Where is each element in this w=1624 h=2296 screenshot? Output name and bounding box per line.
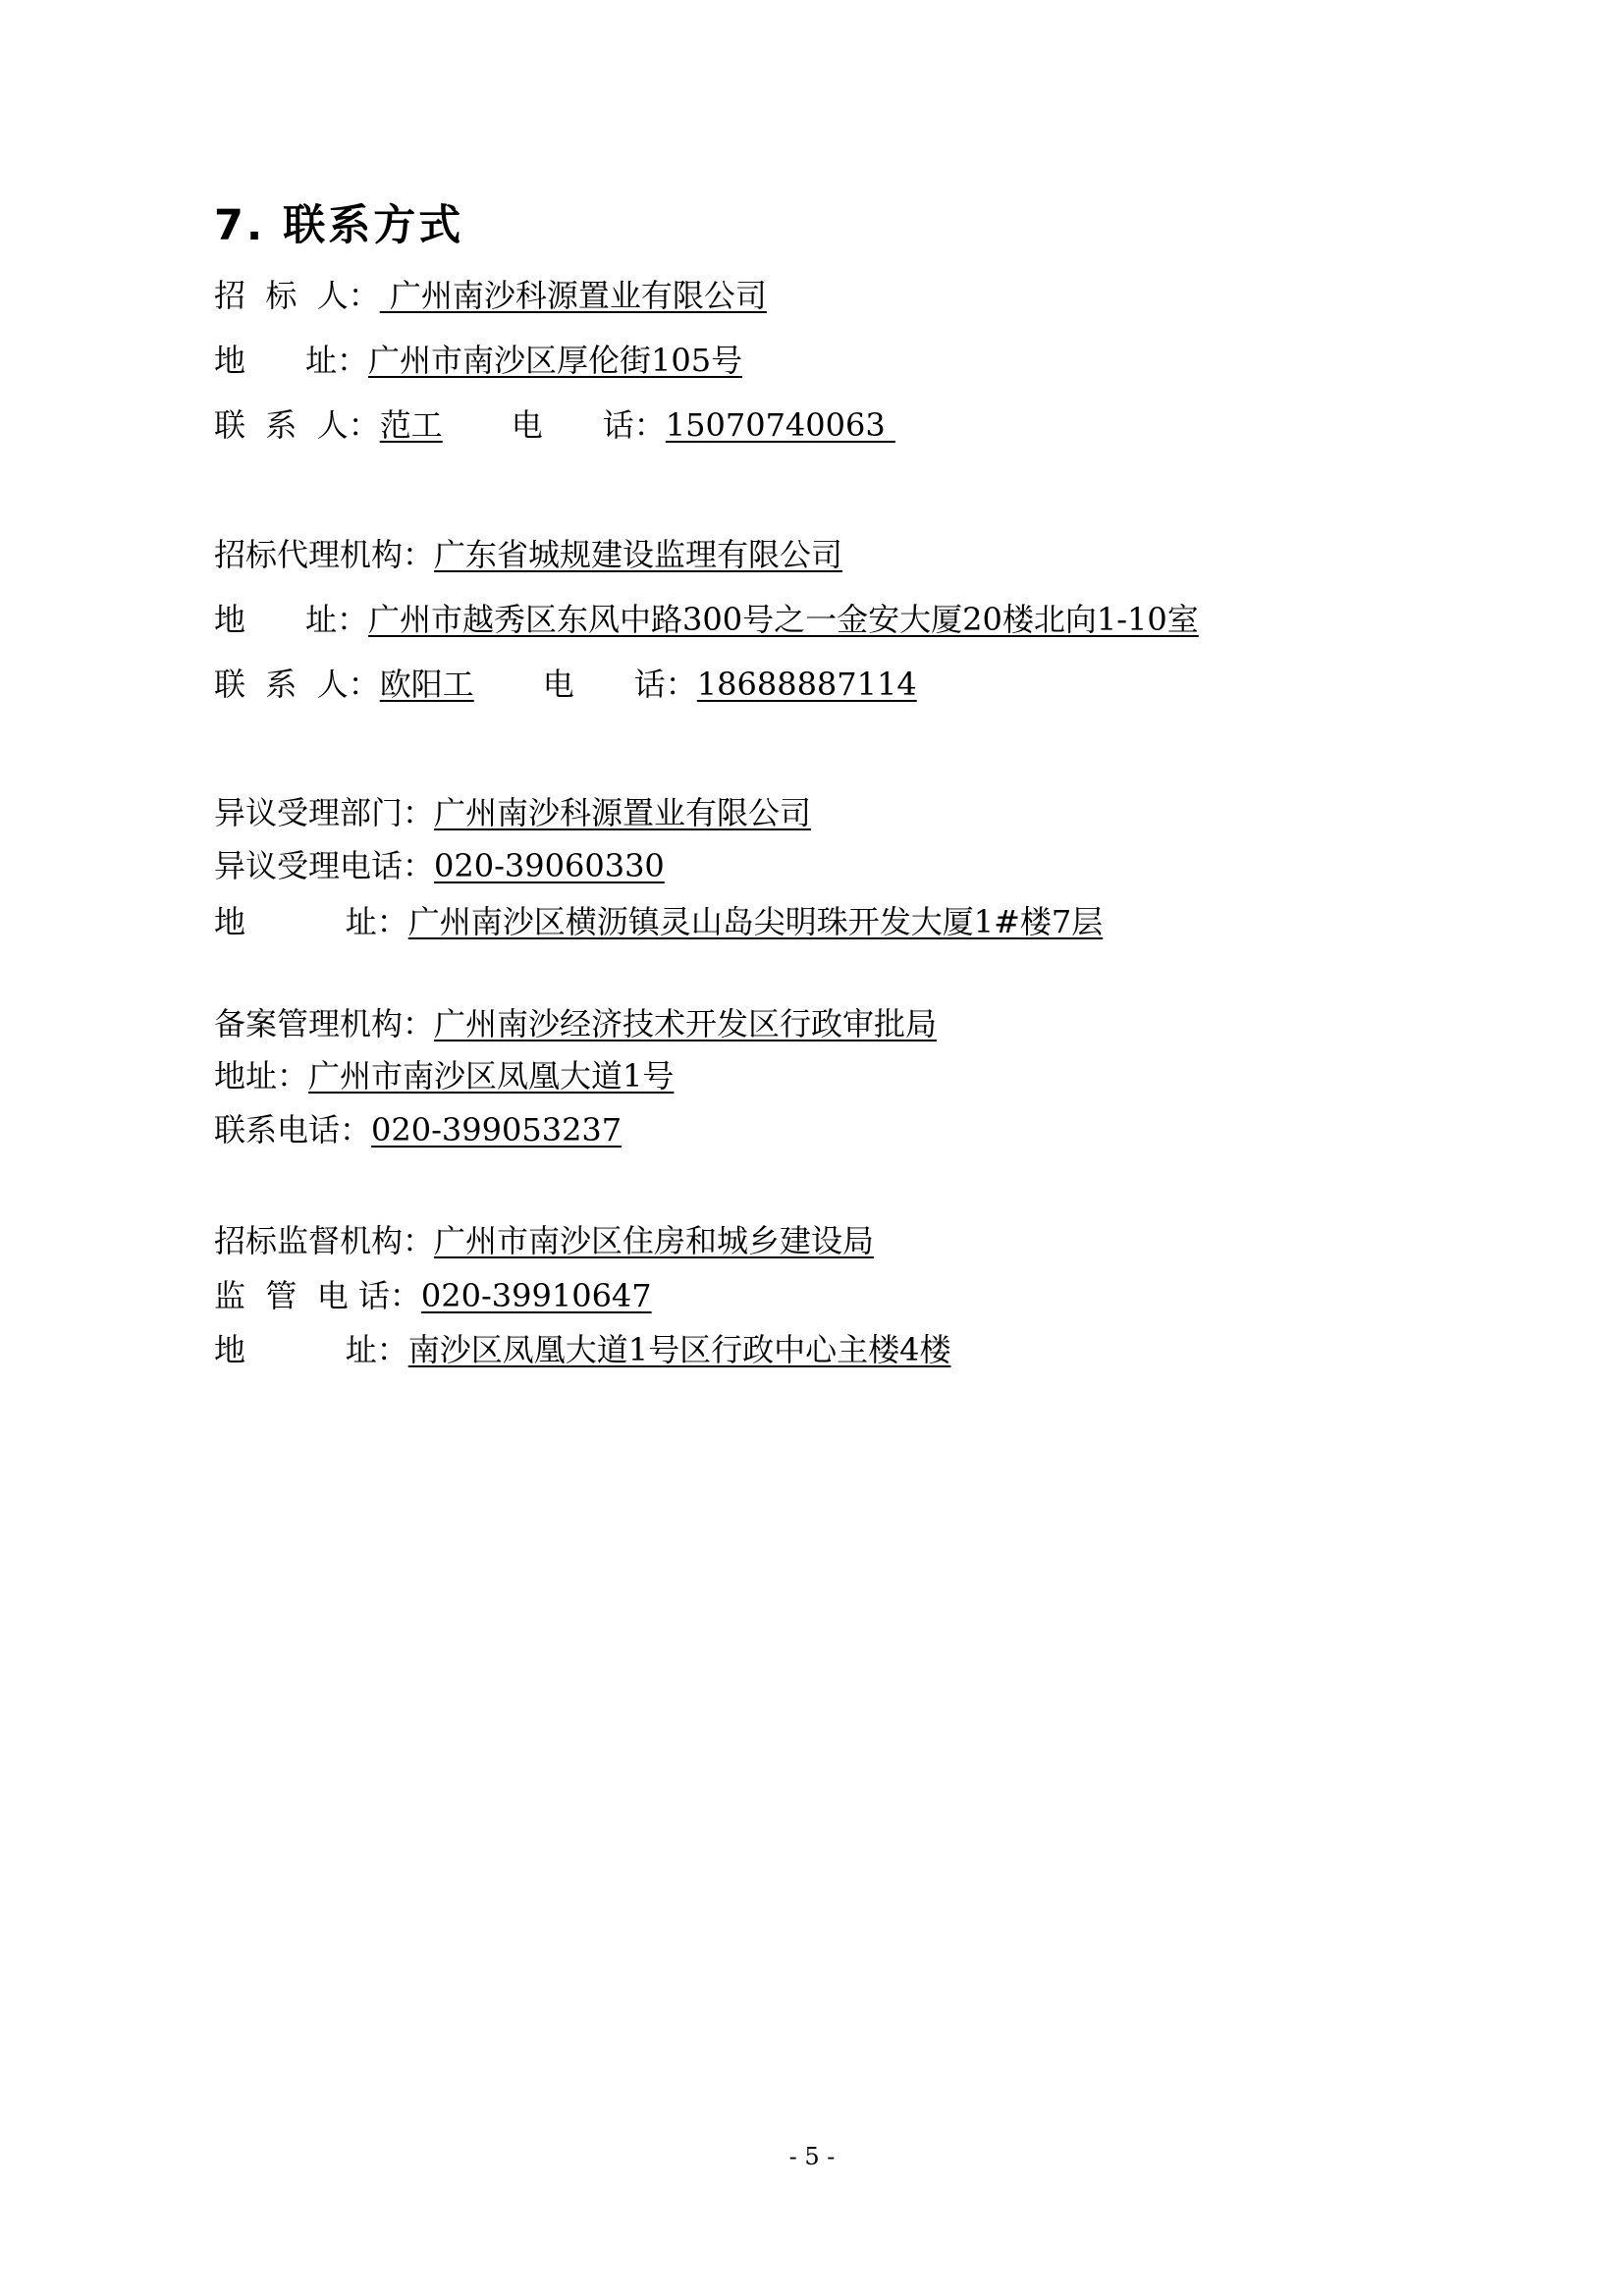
supervision-org-label: 招标监督机构： <box>214 1222 435 1259</box>
objection-phone-line <box>214 844 665 887</box>
tenderer-name-line <box>214 274 767 317</box>
filing-org: 广州南沙经济技术开发区行政审批局 <box>434 1005 938 1042</box>
tenderer-contact: 范工 <box>379 406 443 444</box>
agency-name-line <box>214 533 842 576</box>
supervision-org: 广州市南沙区住房和城乡建设局 <box>434 1222 875 1259</box>
objection-address-line <box>214 900 1103 943</box>
filing-org-line <box>214 1002 937 1045</box>
agency-phone: 18688887114 <box>696 666 917 703</box>
supervision-address-label: 地 址： <box>214 1331 408 1368</box>
filing-phone-line <box>214 1108 622 1151</box>
agency-address: 广州市越秀区东风中路300号之一金安大厦20楼北向1-10室 <box>368 601 1199 638</box>
agency-contact-label: 联 系 人： <box>214 666 380 703</box>
supervision-org-line <box>214 1219 874 1262</box>
agency-address-label: 地 址： <box>214 601 369 638</box>
tenderer-address-line <box>214 339 742 382</box>
filing-address-line <box>214 1054 674 1097</box>
tenderer-address: 广州市南沙区厚伦街105号 <box>368 342 743 379</box>
supervision-phone-line <box>214 1274 652 1317</box>
objection-phone-label: 异议受理电话： <box>214 847 435 884</box>
agency-phone-label: 电 话： <box>542 666 697 703</box>
filing-org-label: 备案管理机构： <box>214 1005 435 1042</box>
page-number: - 5 - <box>788 2143 836 2170</box>
objection-dept: 广州南沙科源置业有限公司 <box>434 794 812 831</box>
objection-address-label: 地 址： <box>214 903 408 940</box>
agency-contact-line <box>214 663 917 706</box>
tenderer-address-label: 地 址： <box>214 342 369 379</box>
filing-phone-label: 联系电话： <box>214 1111 372 1148</box>
tenderer-phone: 15070740063 <box>665 406 895 444</box>
agency-contact: 欧阳工 <box>379 666 474 703</box>
objection-address: 广州南沙区横沥镇灵山岛尖明珠开发大厦1#楼7层 <box>407 903 1104 940</box>
agency-name-label: 招标代理机构： <box>214 536 435 573</box>
supervision-address-line <box>214 1328 950 1371</box>
agency-name: 广东省城规建设监理有限公司 <box>434 536 843 573</box>
tenderer-phone-label: 电 话： <box>511 406 666 444</box>
supervision-phone: 020-39910647 <box>420 1277 652 1314</box>
objection-dept-line <box>214 791 811 834</box>
agency-address-line <box>214 598 1199 641</box>
section-heading: 7. 联系方式 <box>214 201 464 250</box>
supervision-phone-label: 监 管 电 话： <box>214 1277 421 1314</box>
filing-address: 广州市南沙区凤凰大道1号 <box>308 1057 675 1095</box>
filing-phone: 020-399053237 <box>371 1111 623 1148</box>
filing-address-label: 地址： <box>214 1057 309 1095</box>
tenderer-name: 广州南沙科源置业有限公司 <box>379 277 767 314</box>
tenderer-contact-label: 联 系 人： <box>214 406 380 444</box>
objection-dept-label: 异议受理部门： <box>214 794 435 831</box>
objection-phone: 020-39060330 <box>434 847 665 884</box>
supervision-address: 南沙区凤凰大道1号区行政中心主楼4楼 <box>407 1331 951 1368</box>
tenderer-contact-line <box>214 403 895 447</box>
tenderer-name-label: 招 标 人： <box>214 277 380 314</box>
